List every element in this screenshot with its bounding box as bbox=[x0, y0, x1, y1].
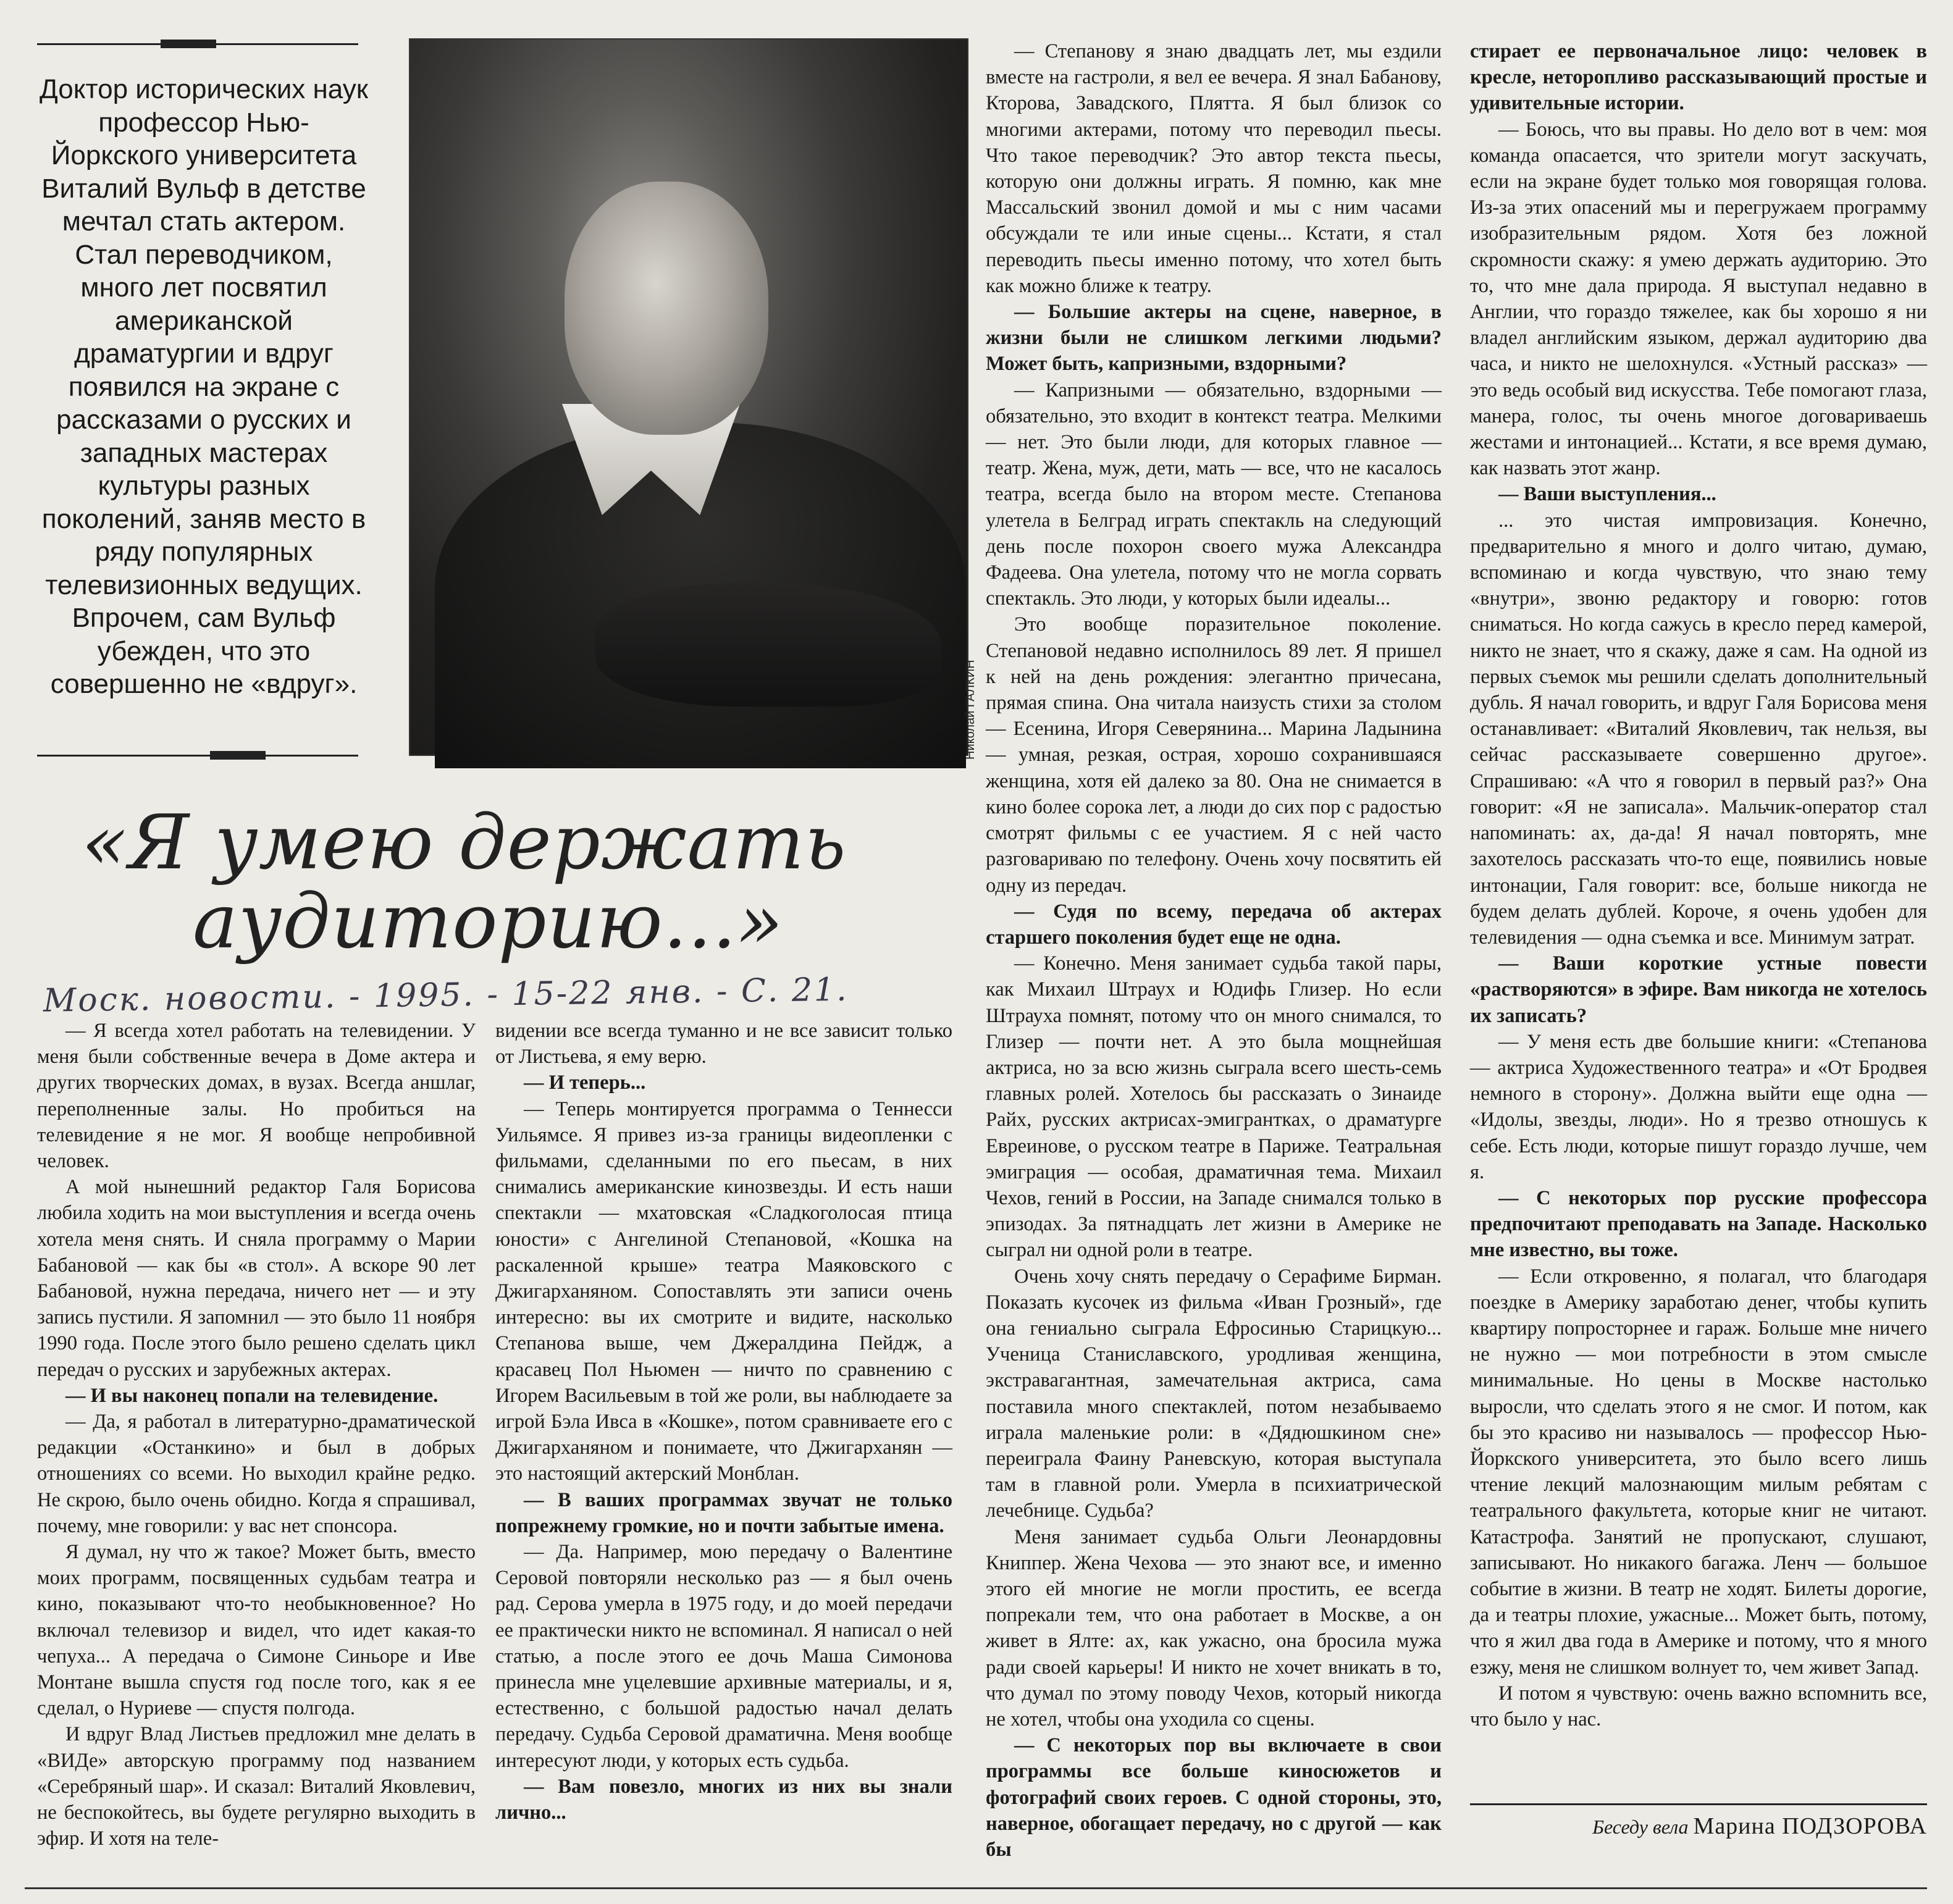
article-paragraph: — Если откровенно, я полагал, что благодаря поездке в Америку заработаю денег, чтобы купить квартиру попросторнее и гараж. Больше мне ничего не нужно — мои потребности в этом смысле минимальные. Но цены в Москве настолько выросли, что сделать этого я не смог. И потом, как бы это красиво ни называлось — профессор Нью-Йоркского университета, это было всего лишь чтение лекций малознающим милым ребятам с театрального факультета, которые книг не читают. Катастрофа. Занятий не пропускают, слушают, записывают. Но никакого багажа. Ленч — большое событие в жизни. В театр не ходят. Билеты дорогие, да и театры плохие, ужасные... Может быть, потому, что я жил два года в Америке и потому, что я много езжу, меня не слишком волнует то, чем живет Запад. bbox=[1470, 1265, 1927, 1679]
byline-author: Марина ПОДЗОРОВА bbox=[1693, 1813, 1927, 1839]
interview-question: — Ваши короткие устные повести «растворяются» в эфире. Вам никогда не хотелось их записать? bbox=[1470, 952, 1927, 1027]
article-paragraph: ... это чистая импровизация. Конечно, предварительно я много и долго читаю, думаю, вспоминаю и когда чувствую, что знаю тему «внутри», звоню редактору и говорю: готов сниматься. Но когда сажусь в кресло перед камерой, никто не знает, что я скажу, даже я сам. На одной из первых съемок мы решили сделать дополнительный дубль. Я начал говорить, и вдруг Галя Борисова меня останавливает: «Виталий Яковлевич, так нельзя, вы сейчас рассказываете совершенно другое». Спрашиваю: «А что я говорил в первый раз?» Она говорит: «Я не записала». Мальчик-оператор стал напоминать: ах, да-да! Я начал повторять, мне захотелось рассказать что-то еще, появились новые интонации, Галя говорит: все, больше никогда не будем делать дублей. Короче, я очень удобен для телевидения — одна съемка и все. Минимум затрат. bbox=[1470, 509, 1927, 949]
article-paragraph: видении все всегда туманно и не все зависит только от Листьева, я ему верю. bbox=[495, 1020, 952, 1068]
headline bbox=[82, 799, 959, 965]
intro-lead: Доктор исторических наук профессор Нью-Йоркского университета Виталий Вульф в детстве мечтал стать актером. Стал переводчиком, много лет посвятил американской драматургии и вдруг появился на экране с рассказами о русских и западных мастерах культуры разных поколений, заняв место в ряду популярных телевизионных ведущих. Впрочем, сам Вульф убежден, что это совершенно не «вдруг». bbox=[39, 74, 369, 699]
headline-line-1: «Я умею держать bbox=[82, 799, 847, 886]
article-paragraph: Меня занимает судьба Ольги Леонардовны Книппер. Жена Чехова — это знают все, и именно этого ей многие не могли простить, ее всегда попрекали тем, что она работает в Москве, а он живет в Ялте: ах, как ужасно, она бросила мужа ради своей карьеры! И никто не хочет вникать в то, что думал по этому поводу Чехов, который никогда не хотел, чтобы она уходила со сцены. bbox=[986, 1525, 1442, 1730]
article-paragraph: — Да. Например, мою передачу о Валентине Серовой повторяли несколько раз — я был очень рад. Серова умерла в 1975 году, и до моей передачи ее практически никто не вспоминал. Я написал о ней статью, а после этого ее дочь Маша Симонова принесла мне уцелевшие архивные материалы, и я, естественно, с большой радостью начал делать передачу. Судьба Серовой драматична. Меня вообще интересуют люди, у которых есть судьба. bbox=[495, 1541, 952, 1772]
photo-credit: Николай ГАЛКИН bbox=[964, 660, 977, 760]
article-column-3 bbox=[986, 38, 1442, 1861]
article-paragraph: И вдруг Влад Листьев предложил мне делать в «ВИДе» авторскую программу под названием «Серебряный шар». И сказал: Виталий Яковлевич, не беспокойтесь, вы будете регулярно выходить в эфир. И хотя на теле- bbox=[37, 1723, 476, 1850]
article-paragraph: Это вообще поразительное поколение. Степановой недавно исполнилось 89 лет. Я пришел к ней на день рождения: элегантно причесана, прямая спина. Она читала наизусть стихи за столом — Есенина, Игоря Северянина... Марина Ладынина — умная, резкая, острая, хорошо сохранившаяся женщина, хотя ей далеко за 80. Она не снимается в кино более сорока лет, а люди до сих пор с радостью смотрят фильмы с ее участием. Я с ней часто разговариваю по телефону. Очень хочу посвятить ей одну из передач. bbox=[986, 613, 1442, 897]
article-paragraph: — У меня есть две большие книги: «Степанова — актриса Художественного театра» и «От Бродвея немного в сторону». Должна выйти еще одна — «Идолы, звезды, люди». Но я трезво отношусь к себе. Есть люди, которые пишут гораздо лучше, чем я. bbox=[1470, 1030, 1927, 1183]
article-paragraph: — Капризными — обязательно, вздорными — обязательно, это входит в контекст театра. Мелкими — нет. Это были люди, для которых главное — театр. Жена, муж, дети, мать — все, что не касалось театра, всегда было на втором месте. Степанова улетела в Белград играть спектакль на следующий день после похорон своего мужа Александра Фадеева. Она улетела, потому что не могла сорвать спектакль. Это люди, у которых были идеалы... bbox=[986, 379, 1442, 610]
portrait-photo bbox=[409, 38, 968, 756]
byline-label: Беседу вела bbox=[1592, 1816, 1689, 1838]
interview-question: — Большие актеры на сцене, наверное, в жизни были не слишком легкими людьми? Может быть, капризными, вздорными? bbox=[986, 301, 1442, 375]
handwritten-source-note: Моск. новости. - 1995. - 15-22 янв. - С. 21. bbox=[43, 971, 849, 1020]
interview-question: — И теперь... bbox=[524, 1072, 646, 1094]
interview-question: — В ваших программах звучат не только попрежнему громкие, но и почти забытые имена. bbox=[495, 1488, 952, 1537]
article-paragraph: Очень хочу снять передачу о Серафиме Бирман. Показать кусочек из фильма «Иван Грозный», где она гениально сыграла Ефросинью Старицкую... Ученица Станиславского, уродливая женщина, экстравагантная, замечательная актриса, сама поставила много спектаклей, потом незабываемо играла маленькие роли: в «Дядюшкином сне» переиграла Фаину Раневскую, которая выступала там в главной роли. Умерла в психиатрической лечебнице. Судьба? bbox=[986, 1265, 1442, 1522]
article-paragraph: — Теперь монтируется программа о Теннесси Уильямсе. Я привез из-за границы видеопленки с фильмами, сделанными по его пьесам, в них снимались американские кинозвезды. И есть наши спектакли — мхатовская «Сладкоголосая птица юности» с Ангелиной Степановой, «Кошка на раскаленной крыше» театра Маяковского с Джигарханяном. Сопоставлять эти записи очень интересно: вы их смотрите и видите, насколько Степанова выше, чем Джералдина Пейдж, а красавец Пол Ньюмен — ничто по сравнению с Игорем Васильевым в той же роли, вы наблюдаете за игрой Бэла Ивса в «Кошке», потом сравниваете его с Джигарханяном и понимаете, что Джигарханян — это настоящий актерский Монблан. bbox=[495, 1097, 952, 1485]
bottom-rule bbox=[25, 1887, 1927, 1889]
article-paragraph: Я думал, ну что ж такое? Может быть, вместо моих программ, посвященных судьбам театра и кино, показывают что-то необыкновенное? Но включал телевизор и видел, что идет какая-то чепуха... А передача о Симоне Синьоре и Иве Монтане вышла спустя год после того, как я ее сделал, о Нуриеве — спустя полгода. bbox=[37, 1541, 476, 1720]
interview-question: — С некоторых пор вы включаете в свои программы все больше киносюжетов и фотографий своих героев. С одной стороны, это, наверное, обогащает передачу, но с другой — как бы bbox=[986, 1734, 1442, 1861]
article-paragraph: И потом я чувствую: очень важно вспомнить все, что было у нас. bbox=[1470, 1682, 1927, 1730]
interview-question: — И вы наконец попали на телевидение. bbox=[65, 1384, 439, 1407]
article-column-2 bbox=[495, 1018, 952, 1839]
photo-face bbox=[565, 182, 768, 435]
photo-crossed-arms bbox=[595, 583, 941, 707]
article-paragraph: — Конечно. Меня занимает судьба такой пары, как Михаил Штраух и Юдифь Глизер. Но если Штрауха помнят, потому что он много снимался, то Глизер — почти нет. А это была мощнейшая актриса, но за всю жизнь сыграла всего шесть-семь главных ролей. Хотелось бы рассказать о Зинаиде Райх, русских актрисах-эмигрантках, о драматурге Евреинове, о русском театре в Париже. Театральная эмиграция — особая, драматичная тема. Михаил Чехов, гений в России, на Западе снимался только в эпизодах. За пятнадцать лет жизни в Америке не сыграл ни одной роли в театре. bbox=[986, 952, 1442, 1262]
article-paragraph: — Боюсь, что вы правы. Но дело вот в чем: моя команда опасается, что зрители могут заскучать, если на экране будет только моя говорящая голова. Из-за этих опасений мы и перегружаем программу изобразительным рядом. Хотя без ложной скромности скажу: я умею держать аудиторию. Это то, что мне дала природа. Я выступал недавно в Англии, что гораздо тяжелее, как бы хорошо я ни владел английским языком, держал аудиторию два часа, и никто не шелохнулся. «Устный рассказ» — это ведь особый вид искусства. Тебе помогают глаза, манера, голос, ты очень многое договариваешь жестами и интонацией... Кстати, я все время думаю, как назвать этот жанр. bbox=[1470, 118, 1927, 480]
article-column-1 bbox=[37, 1018, 476, 1882]
article-paragraph: — Степанову я знаю двадцать лет, мы ездили вместе на гастроли, я вел ее вечера. Я знал Бабанову, Кторова, Завадского, Плятта. Я был близок со многими актерами, потому что переводил пьесы. Что такое переводчик? Это автор текста пьесы, которую они должны играть. Я помню, как мне Массальский звонил домой и мы с ним часами обсуждали те или иные сцены... Кстати, я стал переводить пьесы именно потому, что хотел быть как можно ближе к театру. bbox=[986, 40, 1442, 297]
byline bbox=[1470, 1803, 1927, 1840]
interview-question: — С некоторых пор русские профессора предпочитают преподавать на Западе. Насколько мне известно, вы тоже. bbox=[1470, 1186, 1927, 1262]
interview-question: стирает ее первоначальное лицо: человек в кресле, неторопливо рассказывающий простые и удивительные истории. bbox=[1470, 40, 1927, 115]
intro-bottom-rule bbox=[37, 755, 358, 757]
interview-question: — Судя по всему, передача об актерах старшего поколения будет еще не одна. bbox=[986, 900, 1442, 949]
interview-question: — Вам повезло, многих из них вы знали лично... bbox=[495, 1775, 952, 1824]
headline-line-2: аудиторию...» bbox=[193, 878, 784, 965]
article-column-4 bbox=[1470, 38, 1927, 1792]
article-paragraph: — Да, я работал в литературно-драматической редакции «Останкино» и был в добрых отношениях со всеми. Но выходил крайне редко. Не скрою, было очень обидно. Когда я спрашивал, почему, мне говорили: у вас нет спонсора. bbox=[37, 1411, 476, 1537]
article-paragraph: — Я всегда хотел работать на телевидении. У меня были собственные вечера в Доме актера и других творческих домах, в вузах. Всегда аншлаг, переполненные залы. Но пробиться на телевидение я не мог. Я вообще непробивной человек. bbox=[37, 1020, 476, 1173]
article-paragraph: А мой нынешний редактор Галя Борисова любила ходить на мои выступления и всегда очень хотела меня снять. И сняла программу о Марии Бабановой — как бы «в стол». А вскоре 90 лет Бабановой, нужна передача, ничего нет — и эту запись пустили. Я запомнил — это было 11 ноября 1990 года. После этого было решено сделать цикл передач о русских и зарубежных актерах. bbox=[37, 1176, 476, 1381]
intro-top-rule bbox=[37, 43, 358, 45]
interview-question: — Ваши выступления... bbox=[1498, 483, 1716, 506]
